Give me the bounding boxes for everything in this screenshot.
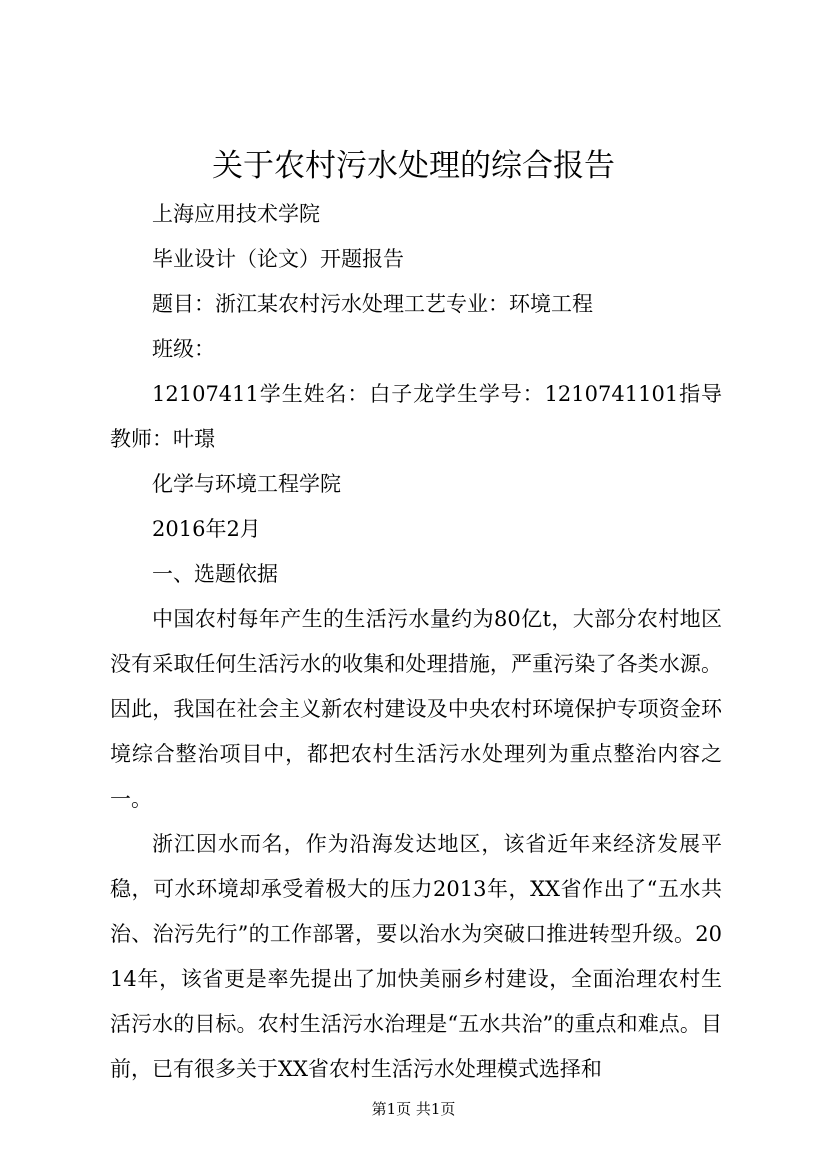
topic-line: 题目：浙江某农村污水处理工艺专业：环境工程 bbox=[152, 292, 593, 316]
document-body bbox=[110, 192, 722, 1092]
body-paragraph: 浙江因水而名，作为沿海发达地区，该省近年来经济发展平稳，可水环境却承受着极大的压力2013年，XX省作出了“五水共治、治污先行”的工作部署，要以治水为突破口推进转型升级。2014年，该省更是率先提出了加快美丽乡村建设，全面治理农村生活污水的目标。农村生活污水治理是“五水共治”的重点和难点。目前，已有很多关于XX省农村生活污水处理模式选择和 bbox=[110, 832, 722, 1081]
page-footer: 第1页 共1页 bbox=[371, 1100, 456, 1118]
report-type: 毕业设计（论文）开题报告 bbox=[152, 247, 404, 271]
college-name: 化学与环境工程学院 bbox=[152, 472, 341, 496]
student-info-line: 12107411学生姓名：白子龙学生学号：1210741101指导教师：叶璟 bbox=[110, 382, 722, 451]
body-paragraph: 中国农村每年产生的生活污水量约为80亿t，大部分农村地区没有采取任何生活污水的收集和处理措施，严重污染了各类水源。因此，我国在社会主义新农村建设及中央农村环境保护专项资金环境综合整治项目中，都把农村生活污水处理列为重点整治内容之一。 bbox=[110, 607, 722, 811]
document-title: 关于农村污水处理的综合报告 bbox=[212, 148, 615, 184]
report-date: 2016年2月 bbox=[152, 517, 261, 541]
class-line: 班级： bbox=[152, 337, 215, 361]
section-heading: 一、选题依据 bbox=[152, 562, 278, 586]
school-name: 上海应用技术学院 bbox=[152, 202, 320, 226]
